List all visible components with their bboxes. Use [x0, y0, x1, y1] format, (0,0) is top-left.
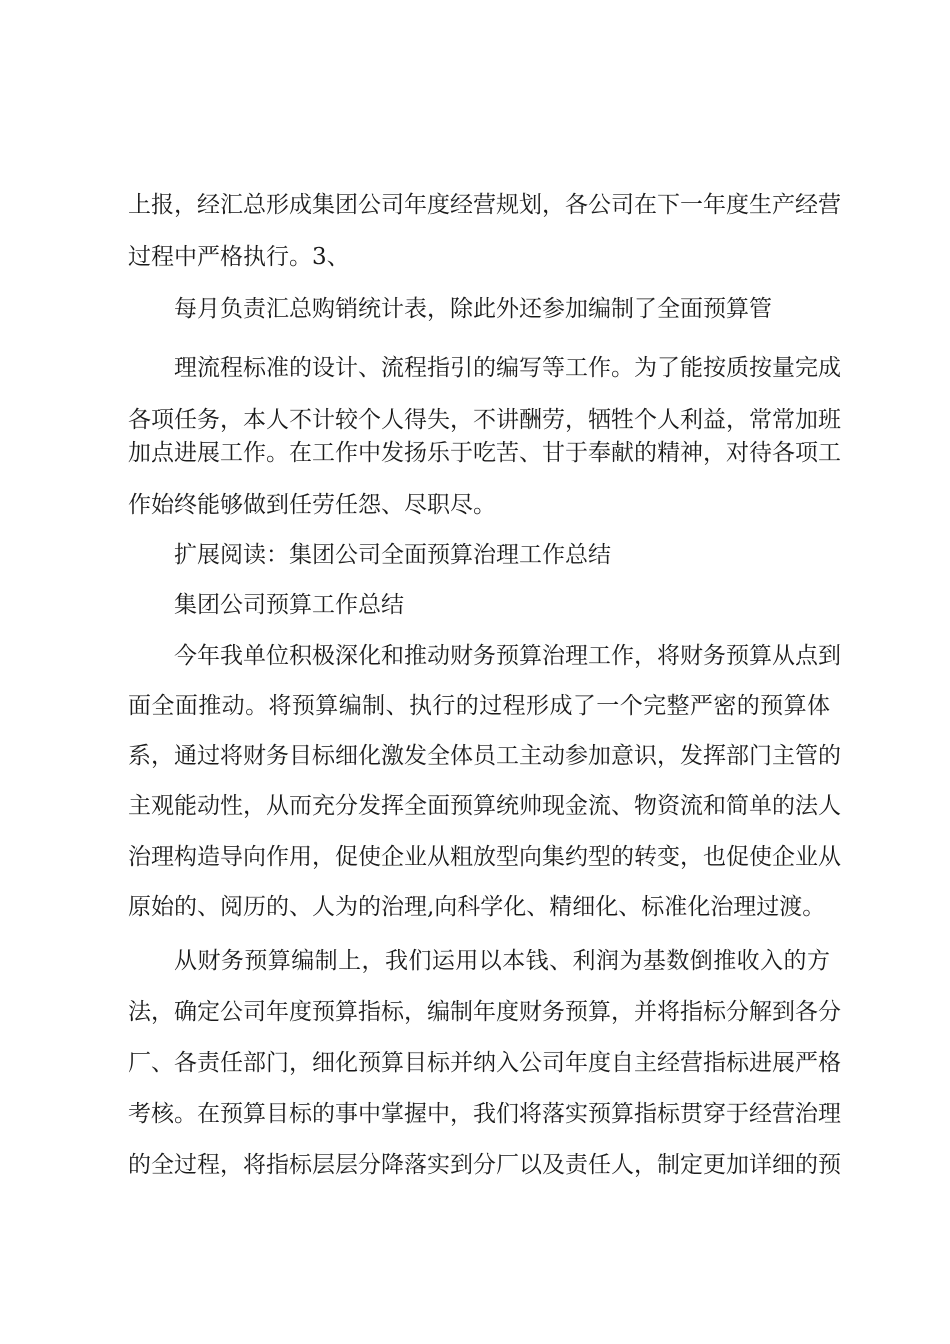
text-line: 考核。在预算目标的事中掌握中，我们将落实预算指标贯穿于经营治理: [128, 1101, 841, 1127]
text-line: 加点进展工作。在工作中发扬乐于吃苦、甘于奉献的精神，对待各项工: [128, 440, 841, 466]
text-line: 每月负责汇总购销统计表，除此外还参加编制了全面预算管: [174, 296, 772, 322]
text-line: 面全面推动。将预算编制、执行的过程形成了一个完整严密的预算体: [128, 693, 830, 719]
text-line: 过程中严格执行。3、: [128, 244, 350, 270]
text-line: 理流程标准的设计、流程指引的编写等工作。为了能按质按量完成: [174, 355, 841, 381]
text-line: 系，通过将财务目标细化激发全体员工主动参加意识，发挥部门主管的: [128, 743, 841, 769]
text-line: 厂、各责任部门，细化预算目标并纳入公司年度自主经营指标进展严格: [128, 1050, 841, 1076]
text-line: 治理构造导向作用，促使企业从粗放型向集约型的转变，也促使企业从: [128, 844, 841, 870]
section-heading: 集团公司预算工作总结: [174, 592, 404, 618]
text-line: 今年我单位积极深化和推动财务预算治理工作，将财务预算从点到: [174, 643, 841, 669]
text-line: 扩展阅读：集团公司全面预算治理工作总结: [174, 542, 611, 568]
text-line: 的全过程，将指标层层分降落实到分厂以及责任人，制定更加详细的预: [128, 1152, 841, 1178]
text-line: 法，确定公司年度预算指标，编制年度财务预算，并将指标分解到各分: [128, 999, 841, 1025]
text-line: 各项任务，本人不计较个人得失，不讲酬劳，牺牲个人利益，常常加班: [128, 407, 841, 433]
text-line: 从财务预算编制上，我们运用以本钱、利润为基数倒推收入的方: [174, 948, 830, 974]
text-line: 上报，经汇总形成集团公司年度经营规划，各公司在下一年度生产经营: [128, 192, 841, 218]
text-line: 作始终能够做到任劳任怨、尽职尽。: [128, 492, 496, 518]
text-line: 主观能动性，从而充分发挥全面预算统帅现金流、物资流和简单的法人: [128, 793, 841, 819]
text-line: 原始的、阅历的、人为的治理,向科学化、精细化、标准化治理过渡。: [128, 894, 826, 920]
